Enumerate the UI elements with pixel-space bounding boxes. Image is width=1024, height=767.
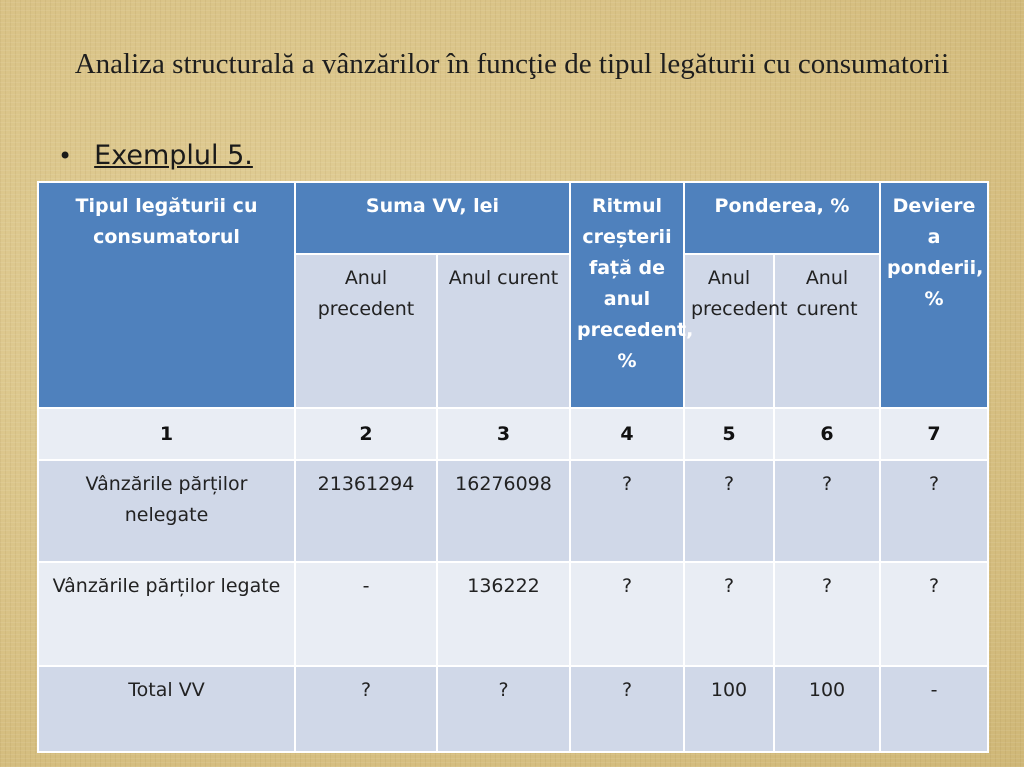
column-number: 4 <box>570 408 684 460</box>
header-type: Tipul legăturii cu consumatorul <box>38 182 295 408</box>
table-cell: Vânzările părților nelegate <box>38 460 295 562</box>
slide-title: Analiza structurală a vânzărilor în funcţie de tipul legăturii cu consumatorii <box>74 48 950 80</box>
header-sum-curr: Anul curent <box>437 254 570 408</box>
table-cell: ? <box>437 666 570 752</box>
table-cell: ? <box>684 562 774 666</box>
table-cell: 16276098 <box>437 460 570 562</box>
header-sum: Suma VV, lei <box>295 182 570 254</box>
table-cell: ? <box>880 562 988 666</box>
column-number: 2 <box>295 408 437 460</box>
table-row <box>38 666 988 752</box>
table-cell: 100 <box>774 666 880 752</box>
column-number: 5 <box>684 408 774 460</box>
bullet-item <box>58 140 253 171</box>
column-number: 1 <box>38 408 295 460</box>
header-growth: Ritmul creșterii față de anul precedent, % <box>570 182 684 408</box>
table-cell: ? <box>570 666 684 752</box>
bullet-dot-icon: • <box>58 141 73 170</box>
header-deviation: Deviere a ponderii, % <box>880 182 988 408</box>
header-weight: Ponderea, % <box>684 182 880 254</box>
table-cell: ? <box>570 460 684 562</box>
table-cell: - <box>295 562 437 666</box>
bullet-text: Exemplul 5. <box>94 140 253 171</box>
table-cell: - <box>880 666 988 752</box>
table-cell: ? <box>684 460 774 562</box>
table-cell: Total VV <box>38 666 295 752</box>
table-cell: ? <box>774 460 880 562</box>
table-cell: ? <box>295 666 437 752</box>
table-row <box>38 460 988 562</box>
table-row <box>38 562 988 666</box>
column-number: 7 <box>880 408 988 460</box>
header-weight-curr: Anul curent <box>774 254 880 408</box>
table-cell: Vânzările părților legate <box>38 562 295 666</box>
header-weight-prev: Anul precedent <box>684 254 774 408</box>
table-cell: 100 <box>684 666 774 752</box>
table-cell: ? <box>570 562 684 666</box>
column-number: 3 <box>437 408 570 460</box>
table-cell: ? <box>880 460 988 562</box>
table-cell: 21361294 <box>295 460 437 562</box>
table-cell: 136222 <box>437 562 570 666</box>
sales-structure-table <box>37 181 989 753</box>
table-cell: ? <box>774 562 880 666</box>
column-number: 6 <box>774 408 880 460</box>
header-sum-prev: Anul precedent <box>295 254 437 408</box>
